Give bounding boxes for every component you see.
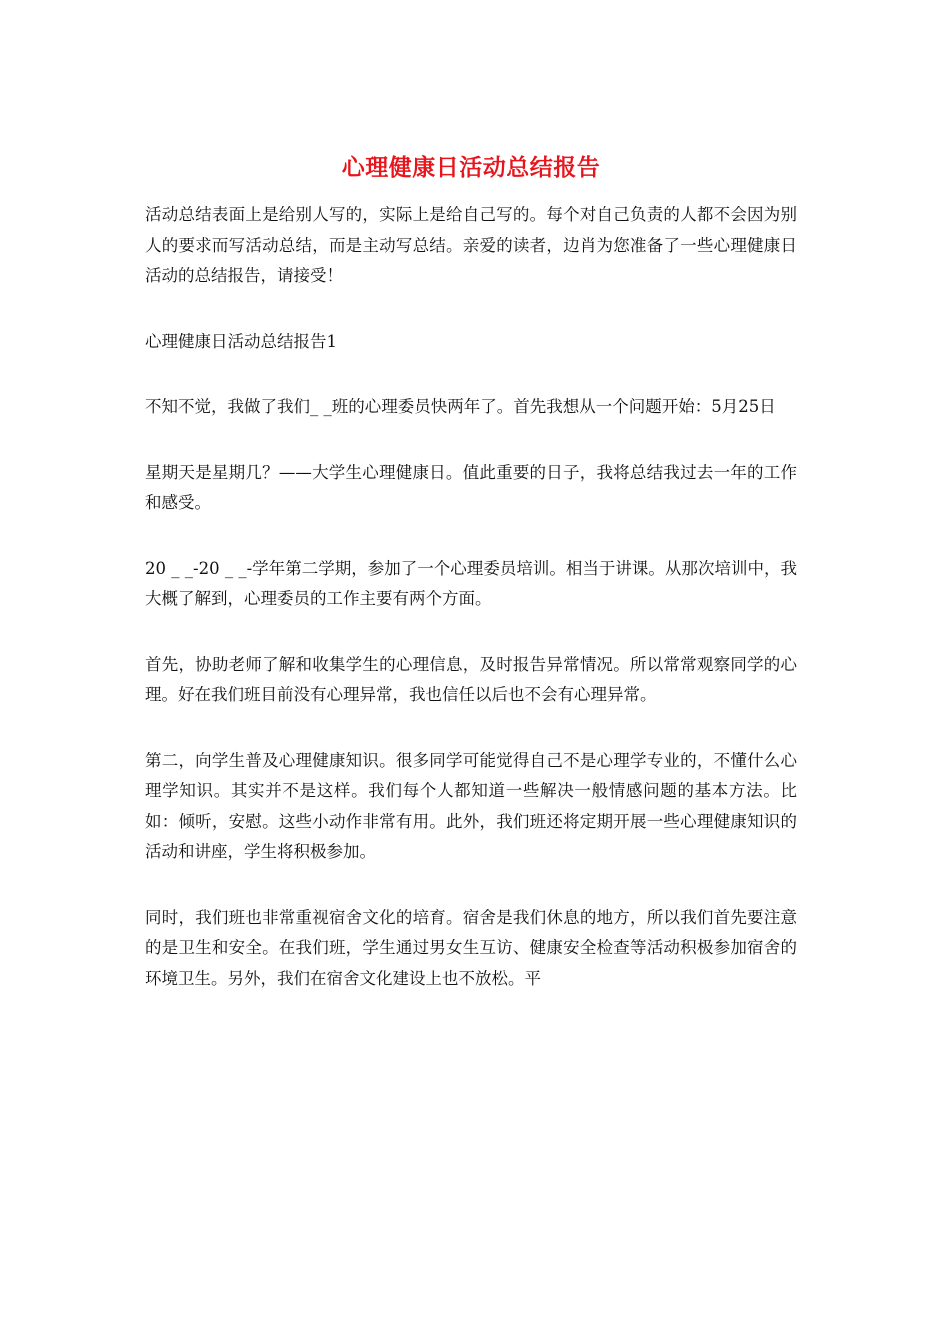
document-title: 心理健康日活动总结报告 [341, 155, 601, 181]
body-paragraph: 首先，协助老师了解和收集学生的心理信息，及时报告异常情况。所以常常观察同学的心理。好在我们班目前没有心理异常，我也信任以后也不会有心理异常。 [145, 654, 797, 704]
body-paragraph: 星期天是星期几？——大学生心理健康日。值此重要的日子，我将总结我过去一年的工作和感受。 [145, 462, 797, 512]
body-paragraph: 同时，我们班也非常重视宿舍文化的培育。宿舍是我们休息的地方，所以我们首先要注意的是卫生和安全。在我们班，学生通过男女生互访、健康安全检查等活动积极参加宿舍的环境卫生。另外，我们在宿舍文化建设上也不放松。平 [145, 907, 797, 988]
body-paragraph: 不知不觉，我做了我们_ _班的心理委员快两年了。首先我想从一个问题开始：5月25日 [145, 397, 776, 416]
intro-paragraph: 活动总结表面上是给别人写的，实际上是给自己写的。每个对自己负责的人都不会因为别人的要求而写活动总结，而是主动写总结。亲爱的读者，边肖为您准备了一些心理健康日活动的总结报告，请接受！ [145, 205, 797, 285]
body-paragraph: 20 _ _-20 _ _-学年第二学期，参加了一个心理委员培训。相当于讲课。从那次培训中，我大概了解到，心理委员的工作主要有两个方面。 [145, 558, 797, 608]
document-page [145, 148, 797, 994]
section-heading: 心理健康日活动总结报告1 [145, 331, 337, 351]
body-paragraph: 第二，向学生普及心理健康知识。很多同学可能觉得自己不是心理学专业的，不懂什么心理学知识。其实并不是这样。我们每个人都知道一些解决一般情感问题的基本方法。比如：倾听，安慰。这些小动作非常有用。此外，我们班还将定期开展一些心理健康知识的活动和讲座，学生将积极参加。 [145, 750, 797, 861]
